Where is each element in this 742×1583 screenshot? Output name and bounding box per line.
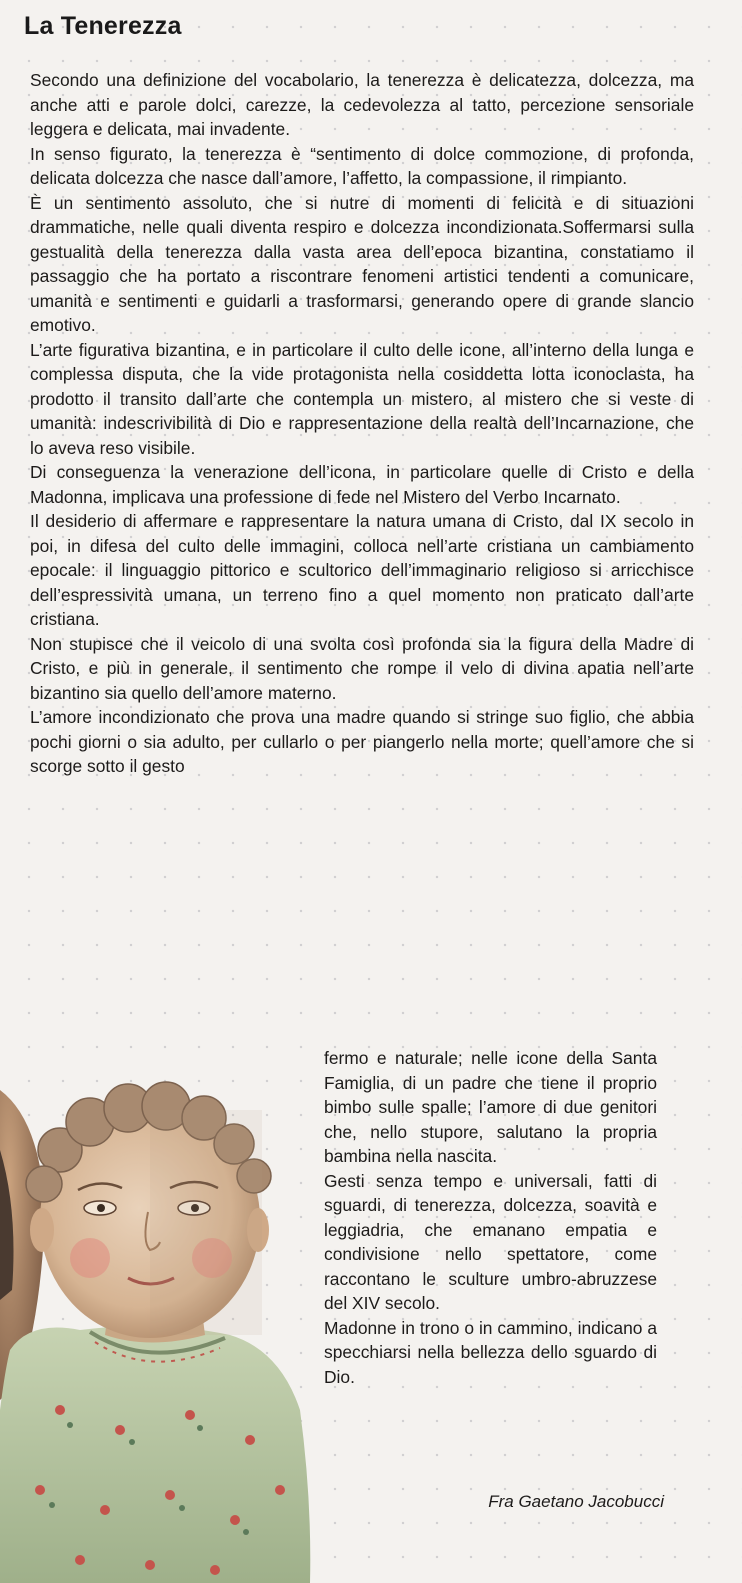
paragraph: L’amore incondizionato che prova una madre quando si stringe suo figlio, che abbia pochi giorni o sia adulto, per cullarlo o per piangerlo nella morte; quell’amore che si scorge sotto il gesto xyxy=(30,707,694,776)
statue-photo xyxy=(0,1080,316,1583)
paragraph: Il desiderio di affermare e rappresentare la natura umana di Cristo, dal IX secolo in poi, in difesa del culto delle immagini, colloca nell’arte cristiana un cambiamento epocale: il linguaggio pittorico e scultorico dell’immaginario religioso si arricchisce dell’espressività umana, un terreno fino a quel momento non praticato dall’arte cristiana. xyxy=(30,511,694,629)
paragraph: Gesti senza tempo e universali, fatti di sguardi, di tenerezza, dolcezza, soavità e leggiadria, che emanano empatia e condivisione nello spettatore, come raccontano le sculture umbro-abruzzese del XIV secolo. xyxy=(324,1170,657,1313)
wrapped-text-column xyxy=(324,1046,657,1389)
author-signature: Fra Gaetano Jacobucci xyxy=(488,1492,664,1511)
paragraph: fermo e naturale; nelle icone della Santa Famiglia, di un padre che tiene il proprio bimbo sulle spalle; l’amore di due genitori che, nello stupore, salutano la propria bambina nella nascita. xyxy=(324,1048,657,1166)
paragraph: Non stupisce che il veicolo di una svolta così profonda sia la figura della Madre di Cristo, e più in generale, il sentimento che rompe il velo di divina apatia nell’arte bizantino sia quello dell’amore materno. xyxy=(30,633,694,703)
paragraph: È un sentimento assoluto, che si nutre di momenti di felicità e di situazioni drammatiche, nelle quali diventa respiro e dolcezza incondizionata.Soffermarsi sulla gestualità della tenerezza dalla vasta area dell’epoca bizantina, constatiamo il passaggio che ha portato a riscontrare fenomeni artistici tendenti a comunicare, umanità e sentimenti e guidarli a trasformarsi, generando opere di grande slancio emotivo. xyxy=(30,192,694,335)
paragraph: In senso figurato, la tenerezza è “sentimento di dolce commozione, di profonda, delicata dolcezza che nasce dall’amore, l’affetto, la compassione, il rimpianto. xyxy=(30,143,694,188)
paragraph: Secondo una definizione del vocabolario, la tenerezza è delicatezza, dolcezza, ma anche atti e parole dolci, carezze, la cedevolezza al tatto, percezione sensoriale leggera e delicata, mai invadente. xyxy=(30,70,694,139)
paragraph: L’arte figurativa bizantina, e in particolare il culto delle icone, all’interno della lunga e complessa disputa, che la vide protagonista nella cosiddetta lotta iconoclasta, ha prodotto il transito dall’arte che contempla un mistero, al mistero che si veste di umanità: indescrivibilità di Dio e rappresentazione della realtà dell’Incarnazione, che lo aveva reso visibile. xyxy=(30,339,694,458)
article-title: La Tenerezza xyxy=(24,12,182,40)
article-body xyxy=(30,68,694,779)
paragraph: Di conseguenza la venerazione dell’icona, in particolare quelle di Cristo e della Madonna, implicava una professione di fede nel Mistero del Verbo Incarnato. xyxy=(30,462,694,507)
paragraph: Madonne in trono o in cammino, indicano a specchiarsi nella bellezza dello sguardo di Dio. xyxy=(324,1317,657,1387)
